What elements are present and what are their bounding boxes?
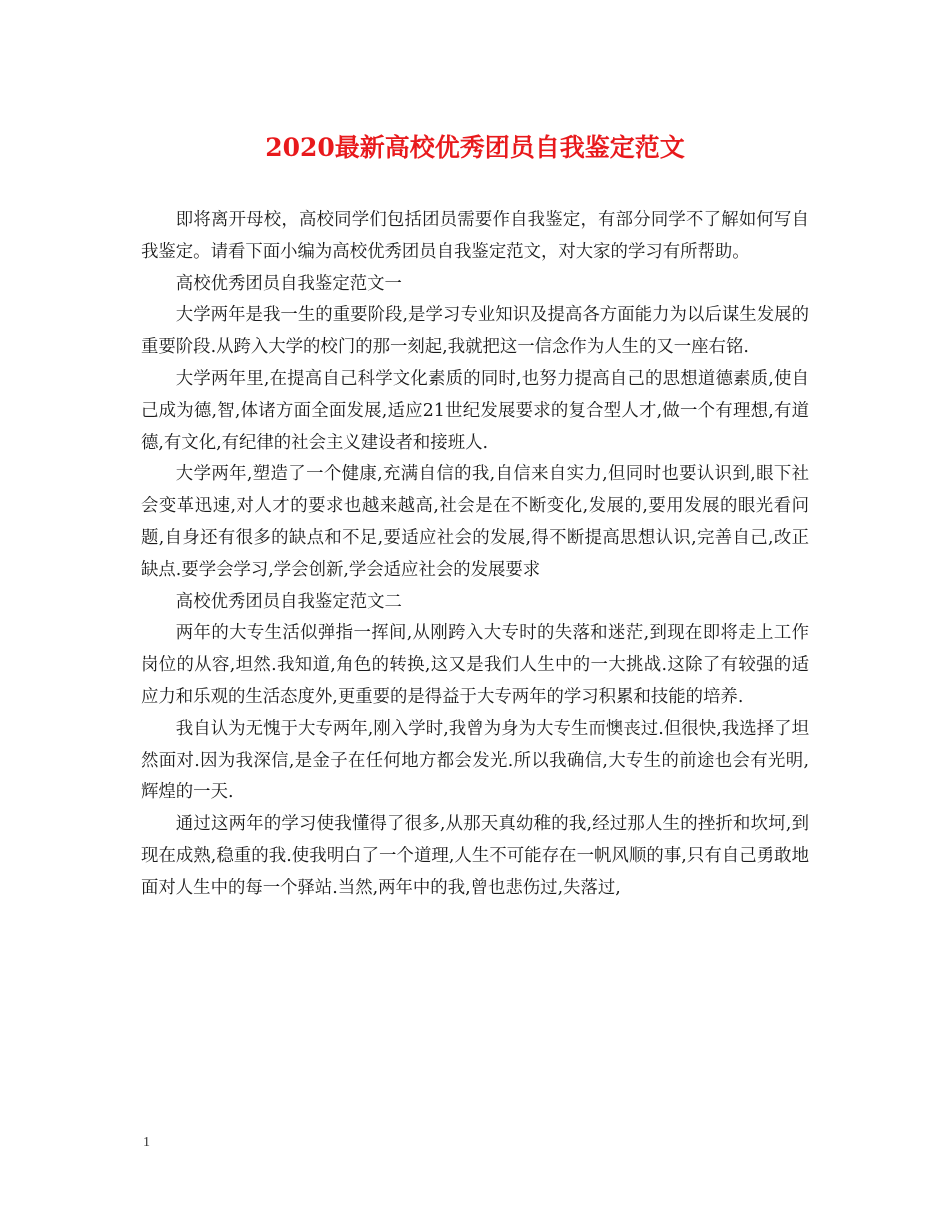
- paragraph: 我自认为无愧于大专两年,刚入学时,我曾为身为大专生而懊丧过.但很快,我选择了坦然面对.因为我深信,是金子在任何地方都会发光.所以我确信,大专生的前途也会有光明,辉煌的一天.: [141, 718, 809, 803]
- paragraph-intro: 即将离开母校，高校同学们包括团员需要作自我鉴定，有部分同学不了解如何写自我鉴定。请看下面小编为高校优秀团员自我鉴定范文，对大家的学习有所帮助。: [141, 210, 809, 262]
- paragraph: 大学两年是我一生的重要阶段,是学习专业知识及提高各方面能力为以后谋生发展的重要阶段.从跨入大学的校门的那一刻起,我就把这一信念作为人生的又一座右铭.: [141, 305, 809, 358]
- document-title: 2020最新高校优秀团员自我鉴定范文: [265, 133, 685, 162]
- section-heading-2: 高校优秀团员自我鉴定范文二: [175, 591, 402, 612]
- page-number: 1: [143, 1135, 150, 1150]
- paragraph: 两年的大专生活似弹指一挥间,从刚跨入大专时的失落和迷茫,到现在即将走上工作岗位的从容,坦然.我知道,角色的转换,这又是我们人生中的一大挑战.这除了有较强的适应力和乐观的生活态度外,更重要的是得益于大专两年的学习积累和技能的培养.: [141, 623, 809, 707]
- paragraph: 通过这两年的学习使我懂得了很多,从那天真幼稚的我,经过那人生的挫折和坎坷,到现在成熟,稳重的我.使我明白了一个道理,人生不可能存在一帆风顺的事,只有自己勇敢地面对人生中的每一个驿站.当然,两年中的我,曾也悲伤过,失落过,: [141, 814, 809, 898]
- paragraph: 大学两年,塑造了一个健康,充满自信的我,自信来自实力,但同时也要认识到,眼下社会变革迅速,对人才的要求也越来越高,社会是在不断变化,发展的,要用发展的眼光看问题,自身还有很多的缺点和不足,要适应社会的发展,得不断提高思想认识,完善自己,改正缺点.要学会学习,学会创新,学会适应社会的发展要求: [141, 464, 809, 580]
- document-body: [141, 205, 809, 905]
- section-heading-1: 高校优秀团员自我鉴定范文一: [175, 273, 402, 294]
- paragraph: 大学两年里,在提高自己科学文化素质的同时,也努力提高自己的思想道德素质,使自己成为德,智,体诸方面全面发展,适应21世纪发展要求的复合型人才,做一个有理想,有道德,有文化,有纪律的社会主义建设者和接班人.: [141, 368, 809, 453]
